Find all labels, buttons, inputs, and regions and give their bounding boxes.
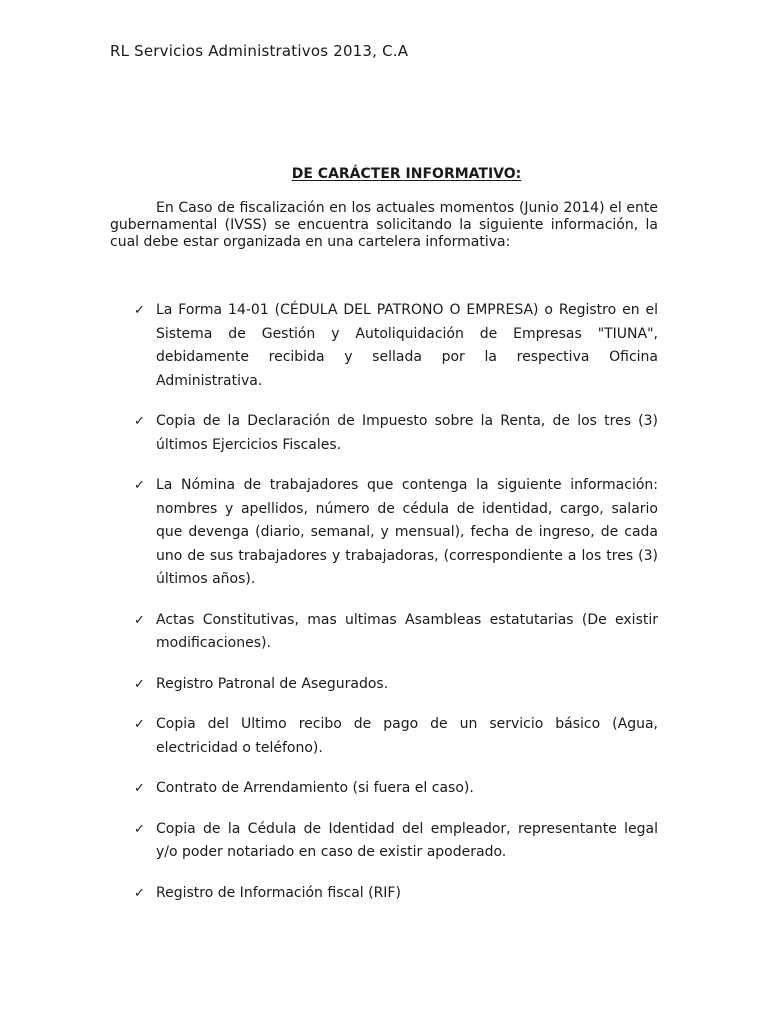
list-item-text: Registro Patronal de Asegurados. (156, 675, 389, 692)
checkmark-icon: ✓ (134, 303, 145, 318)
checkmark-icon: ✓ (134, 676, 145, 692)
checkmark-icon: ✓ (134, 414, 145, 429)
list-item (110, 673, 658, 697)
list-item-text: Registro de Información fiscal (RIF) (156, 884, 401, 901)
company-header: RL Servicios Administrativos 2013, C.A (110, 42, 409, 60)
list-item (110, 713, 658, 760)
list-item-text: Copia de la Declaración de Impuesto sobre la Renta, de los tres (3) últimos Ejercicios Fiscales. (156, 413, 658, 453)
checkmark-icon: ✓ (134, 478, 145, 493)
list-item-text: La Forma 14-01 (CÉDULA DEL PATRONO O EMPRESA) o Registro en el Sistema de Gestión y Autoliquidación de Empresas "TIUNA", debidamente recibida y sellada por la respectiva Oficina Administrativa. (156, 302, 658, 389)
list-item (110, 777, 658, 801)
list-item-text: Actas Constitutivas, mas ultimas Asambleas estatutarias (De existir modificaciones). (156, 611, 658, 651)
list-item (110, 474, 658, 592)
document-title-text: DE CARÁCTER INFORMATIVO: (291, 166, 522, 182)
intro-paragraph: En Caso de fiscalización en los actuales momentos (Junio 2014) el ente gubernamental (IVSS) se encuentra solicitando la siguiente información, la cual debe estar organizada en una cartelera informativa: (110, 200, 658, 250)
checkmark-icon: ✓ (134, 821, 145, 837)
list-item (110, 818, 658, 865)
list-item (110, 882, 658, 906)
list-item (110, 609, 658, 656)
list-item (110, 410, 658, 457)
list-item-text: Copia del Ultimo recibo de pago de un servicio básico (Agua, electricidad o teléfono). (156, 716, 658, 756)
checkmark-icon: ✓ (134, 781, 145, 796)
list-item-text: Copia de la Cédula de Identidad del empleador, representante legal y/o poder notariado en caso de existir apoderado. (156, 820, 658, 860)
list-item (110, 299, 658, 393)
requirements-list (110, 299, 658, 905)
checkmark-icon: ✓ (134, 612, 145, 628)
list-item-text: Contrato de Arrendamiento (si fuera el caso). (156, 780, 474, 796)
checkmark-icon: ✓ (134, 885, 145, 901)
checkmark-icon: ✓ (134, 717, 145, 732)
list-item-text: La Nómina de trabajadores que contenga la siguiente información: nombres y apellidos, número de cédula de identidad, cargo, salario que devenga (diario, semanal, y mensual), fecha de ingreso, de cada uno de sus trabajadores y trabajadoras, (correspondiente a los tres (3) últimos años). (156, 477, 658, 587)
document-title (0, 166, 768, 182)
